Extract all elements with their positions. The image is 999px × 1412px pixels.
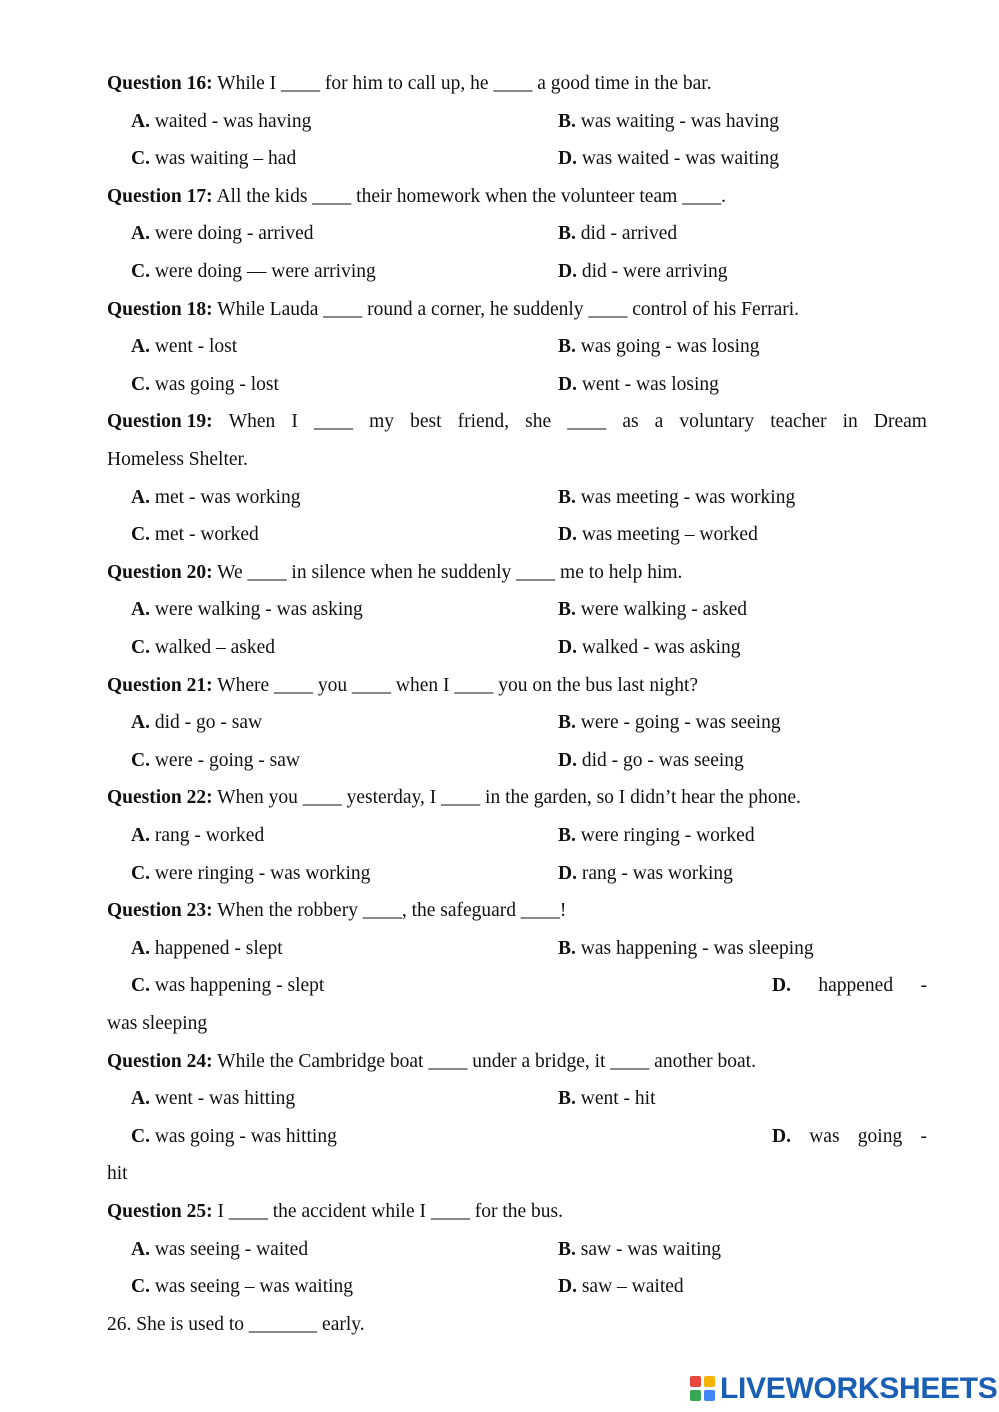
liveworksheets-logo-icon <box>690 1376 716 1402</box>
option-letter: B. <box>558 1088 576 1110</box>
option-word: was <box>809 1125 840 1147</box>
option-letter: A. <box>131 486 150 508</box>
answer-option-d[interactable] <box>558 862 733 886</box>
question-label: Question 16: <box>107 73 213 94</box>
question-text: We ____ in silence when he suddenly ____ me to help him. <box>212 561 683 583</box>
answer-option-b[interactable] <box>558 937 814 961</box>
option-text: went - was losing <box>576 373 719 395</box>
answer-option-c[interactable] <box>131 749 300 773</box>
question-stem <box>107 899 927 923</box>
option-letter: A. <box>131 110 150 132</box>
question-stem <box>107 185 927 209</box>
option-text: saw – waited <box>576 1276 684 1298</box>
question-text: Where ____ you ____ when I ____ you on the bus last night? <box>212 674 699 696</box>
answer-option-d[interactable] <box>558 260 728 284</box>
question-word: I <box>291 411 298 433</box>
question-word: as <box>622 411 639 433</box>
answer-option-a[interactable] <box>131 1238 308 1262</box>
option-letter: C. <box>131 862 150 884</box>
option-letter: D. <box>558 148 577 170</box>
option-text: was happening - was sleeping <box>575 937 814 959</box>
answer-option-c[interactable] <box>131 862 370 886</box>
question-text: While the Cambridge boat ____ under a bridge, it ____ another boat. <box>212 1050 756 1072</box>
option-letter: A. <box>131 712 150 734</box>
option-letter: D. <box>558 524 577 546</box>
option-text: were - going - was seeing <box>575 712 781 734</box>
question-stem <box>107 410 927 434</box>
option-text: was waiting - was having <box>575 110 779 132</box>
question-stem <box>107 1050 927 1074</box>
answer-option-b[interactable] <box>558 335 760 359</box>
option-text: did - arrived <box>575 223 678 245</box>
option-letter: D. <box>772 1125 791 1147</box>
question-stem-continued: Homeless Shelter. <box>107 449 248 470</box>
option-letter: A. <box>131 825 150 846</box>
question-stem <box>107 561 927 585</box>
option-letter: A. <box>131 336 150 358</box>
answer-option-c[interactable] <box>131 147 296 171</box>
option-text: went - lost <box>149 336 238 358</box>
answer-option-c[interactable] <box>131 1125 337 1149</box>
option-text: went - hit <box>575 1088 656 1110</box>
option-letter: B. <box>558 599 576 621</box>
answer-option-a[interactable] <box>131 598 363 622</box>
option-text: were - going - saw <box>149 749 300 771</box>
option-text: was going - was hitting <box>149 1125 337 1147</box>
answer-option-a[interactable] <box>131 486 301 510</box>
question-text: When you ____ yesterday, I ____ in the garden, so I didn’t hear the phone. <box>212 787 801 809</box>
answer-option-b[interactable] <box>558 824 755 848</box>
option-text: went - was hitting <box>149 1088 296 1110</box>
option-text: was meeting - was working <box>575 486 796 508</box>
question-label: Question 21: <box>107 674 213 696</box>
question-label: Question 18: <box>107 298 213 320</box>
option-word: going <box>857 1125 903 1147</box>
answer-option-d-continued: was sleeping <box>107 1013 208 1034</box>
liveworksheets-logo <box>690 1372 998 1406</box>
question-label: Question 24: <box>107 1050 213 1072</box>
answer-option-b[interactable] <box>558 1238 721 1262</box>
answer-option-a[interactable] <box>131 335 237 359</box>
answer-option-c[interactable] <box>131 636 275 660</box>
option-text: was seeing - waited <box>149 1238 309 1260</box>
option-text: was going - was losing <box>575 336 760 358</box>
option-text: did - go - saw <box>149 712 263 734</box>
question-word: best <box>410 411 442 433</box>
question-word: a <box>654 411 664 433</box>
option-text: were doing — were arriving <box>149 261 376 282</box>
answer-option-b[interactable] <box>558 711 781 735</box>
question-word: in <box>842 411 858 433</box>
answer-option-d[interactable] <box>558 147 779 171</box>
answer-option-d[interactable] <box>558 1275 684 1299</box>
answer-option-c[interactable] <box>131 373 279 397</box>
question-word: ____ <box>567 411 607 433</box>
option-letter: A. <box>131 1238 150 1260</box>
option-letter: B. <box>558 486 576 508</box>
question-word: my <box>369 411 394 433</box>
answer-option-c[interactable] <box>131 1275 353 1299</box>
question-stem <box>107 674 927 698</box>
answer-option-b[interactable] <box>558 110 779 134</box>
answer-option-b[interactable] <box>558 222 677 246</box>
option-letter: D. <box>558 862 577 884</box>
option-letter: C. <box>131 261 150 282</box>
question-label: Question 20: <box>107 561 213 583</box>
option-letter: A. <box>131 223 150 245</box>
question-stem <box>107 1200 927 1224</box>
option-letter: B. <box>558 110 576 132</box>
question-word: friend, <box>457 411 510 433</box>
option-letter: C. <box>131 975 150 997</box>
question-word: voluntary <box>679 411 755 433</box>
question-stem <box>107 786 927 810</box>
option-word: - <box>920 1125 927 1147</box>
answer-option-a[interactable] <box>131 222 313 246</box>
option-letter: D. <box>558 261 577 282</box>
option-text: did - go - was seeing <box>576 749 744 771</box>
option-text: saw - was waiting <box>575 1238 722 1260</box>
option-text: was waited - was waiting <box>576 148 779 170</box>
question-word: she <box>525 411 552 433</box>
answer-option-b[interactable] <box>558 1087 656 1111</box>
question-text: I ____ the accident while I ____ for the bus. <box>212 1201 564 1222</box>
question-word: Dream <box>873 411 927 433</box>
answer-option-d[interactable] <box>558 636 741 660</box>
option-letter: D. <box>558 1276 577 1298</box>
answer-option-d[interactable] <box>558 523 758 547</box>
answer-option-a[interactable] <box>131 937 283 961</box>
option-letter: B. <box>558 937 576 959</box>
answer-option-d-continued: hit <box>107 1163 128 1185</box>
option-letter: B. <box>558 223 576 245</box>
option-text: walked - was asking <box>576 637 741 658</box>
option-letter: D. <box>558 373 577 395</box>
answer-option-a[interactable] <box>131 824 264 848</box>
answer-option-a[interactable] <box>131 711 262 735</box>
answer-option-a[interactable] <box>131 110 311 134</box>
option-letter: D. <box>558 637 577 658</box>
question-label: Question 25: <box>107 1201 213 1222</box>
question-label: Question 17: <box>107 185 213 207</box>
option-word: - <box>920 975 927 997</box>
question-26: 26. She is used to _______ early. <box>107 1313 365 1335</box>
question-text: All the kids ____ their homework when the volunteer team ____. <box>212 185 727 207</box>
option-letter: C. <box>131 1276 150 1298</box>
answer-option-c[interactable] <box>131 260 376 284</box>
option-text: met - was working <box>149 486 301 508</box>
option-letter: A. <box>131 1088 150 1110</box>
option-letter: B. <box>558 825 576 846</box>
option-text: happened - slept <box>149 937 283 959</box>
option-text: was waiting – had <box>149 148 297 170</box>
option-text: was going - lost <box>149 373 279 395</box>
option-letter: B. <box>558 712 576 734</box>
option-letter: C. <box>131 148 150 170</box>
option-text: rang - was working <box>576 862 733 884</box>
option-letter: C. <box>131 749 150 771</box>
option-letter: B. <box>558 1238 576 1260</box>
question-stem <box>107 298 927 322</box>
option-letter: C. <box>131 637 150 658</box>
option-letter: B. <box>558 336 576 358</box>
option-text: walked – asked <box>149 637 276 658</box>
option-text: was meeting – worked <box>576 524 758 546</box>
answer-option-b[interactable] <box>558 598 747 622</box>
option-letter: A. <box>131 599 150 621</box>
option-text: were ringing - was working <box>149 862 371 884</box>
option-text: rang - worked <box>149 825 265 846</box>
question-word: ____ <box>313 411 353 433</box>
answer-option-a[interactable] <box>131 1087 295 1111</box>
question-word: When <box>228 411 276 433</box>
question-text: When the robbery ____, the safeguard ____! <box>212 900 567 922</box>
option-word: happened <box>818 975 894 997</box>
question-text: While Lauda ____ round a corner, he suddenly ____ control of his Ferrari. <box>212 298 800 320</box>
option-letter: D. <box>772 975 791 997</box>
option-text: were doing - arrived <box>149 223 314 245</box>
option-text: was happening - slept <box>149 975 325 997</box>
answer-option-b[interactable] <box>558 486 795 510</box>
answer-option-d[interactable] <box>772 1125 927 1149</box>
question-text: While I ____ for him to call up, he ____ a good time in the bar. <box>212 73 712 94</box>
answer-option-d[interactable] <box>558 373 719 397</box>
question-stem <box>107 72 927 96</box>
option-letter: C. <box>131 373 150 395</box>
option-text: were walking - was asking <box>149 599 363 621</box>
question-label: Question 22: <box>107 787 213 809</box>
question-label: Question 23: <box>107 900 213 922</box>
option-letter: A. <box>131 937 150 959</box>
question-label: Question 19: <box>107 411 213 433</box>
option-letter: C. <box>131 1125 150 1147</box>
option-letter: D. <box>558 749 577 771</box>
question-word: teacher <box>770 411 827 433</box>
answer-option-c[interactable] <box>131 974 324 998</box>
option-text: waited - was having <box>149 110 312 132</box>
option-letter: C. <box>131 524 150 546</box>
option-text: were walking - asked <box>575 599 747 621</box>
option-text: was seeing – was waiting <box>149 1276 354 1298</box>
option-text: did - were arriving <box>576 261 728 282</box>
answer-option-d[interactable] <box>558 749 744 773</box>
logo-text: LIVEWORKSHEETS <box>720 1372 998 1405</box>
option-text: were ringing - worked <box>575 825 755 846</box>
answer-option-d[interactable] <box>772 974 927 998</box>
answer-option-c[interactable] <box>131 523 259 547</box>
option-text: met - worked <box>149 524 259 546</box>
